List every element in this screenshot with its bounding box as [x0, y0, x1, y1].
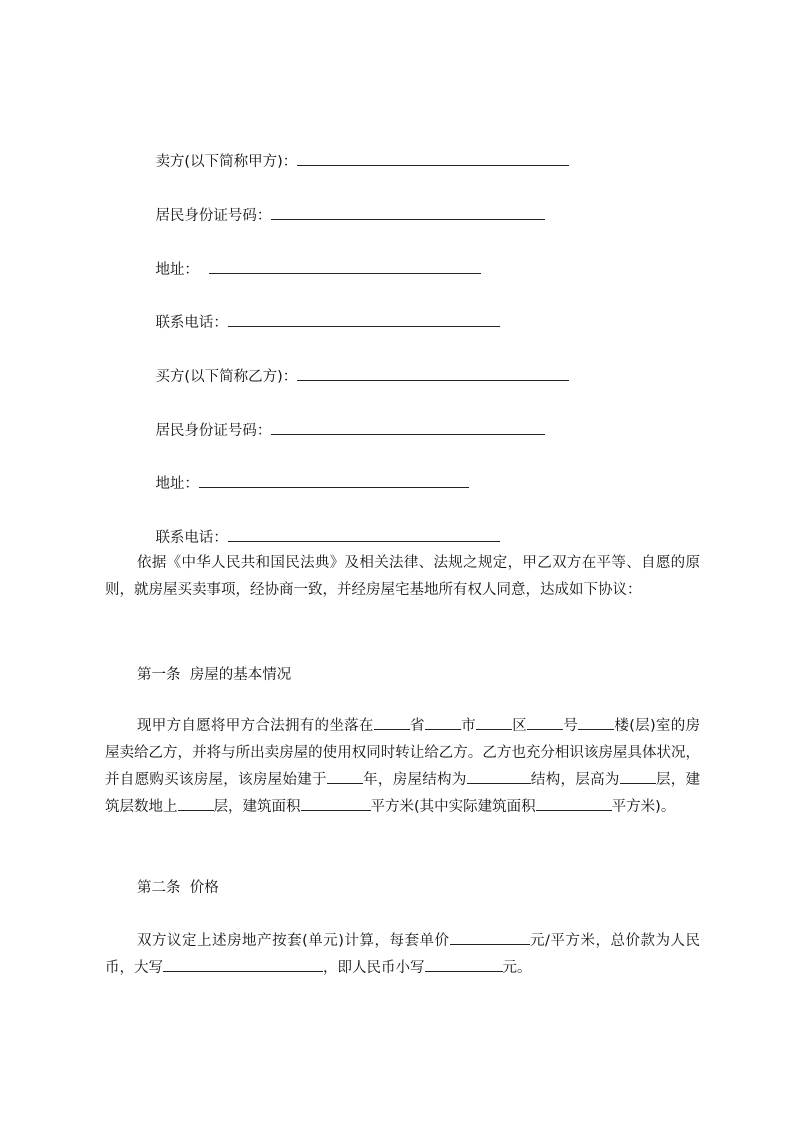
- floors-above-blank[interactable]: [178, 796, 214, 811]
- article1-heading: 第一条 房屋的基本情况: [137, 667, 292, 683]
- buyer-address-label: 地址：: [155, 476, 199, 492]
- structure-blank[interactable]: [467, 769, 531, 784]
- preamble-paragraph: 依据《中华人民共和国民法典》及相关法律、法规之规定，甲乙双方在平等、自愿的原则，就房屋买卖事项，经协商一致，并经房屋宅基地所有权人同意，达成如下协议：: [105, 555, 700, 598]
- article1-text-6: 楼(层)室的房屋卖给乙方，并将与所出卖房屋的使用权同时转让给乙方。乙方也充分相识该房屋具体状况，并自愿购买该房屋，该房屋始建于: [105, 718, 700, 788]
- seller-name-blank[interactable]: [297, 151, 569, 166]
- buyer-id-blank[interactable]: [271, 420, 545, 435]
- building-blank[interactable]: [578, 715, 614, 730]
- number-blank[interactable]: [527, 715, 563, 730]
- article2-text-3: ，即人民币小写: [323, 960, 425, 976]
- buyer-name-blank[interactable]: [297, 366, 569, 381]
- seller-phone-label: 联系电话：: [155, 315, 228, 331]
- seller-address-label: 地址：: [155, 262, 199, 278]
- article2-paragraph: [105, 928, 700, 982]
- article1-text-1: 现甲方自愿将甲方合法拥有的坐落在: [137, 718, 374, 734]
- article1-text-5: 号: [563, 718, 579, 734]
- province-blank[interactable]: [374, 715, 410, 730]
- floor-height-blank[interactable]: [620, 769, 656, 784]
- buyer-name-line: [137, 346, 569, 407]
- buyer-address-line: [137, 453, 469, 514]
- article1-text-12: 平方米)。: [611, 799, 676, 815]
- year-blank[interactable]: [327, 769, 363, 784]
- article2-heading: 第二条 价格: [137, 880, 219, 896]
- seller-address-line: [137, 239, 481, 300]
- seller-name-label: 卖方(以下简称甲方)：: [155, 154, 298, 170]
- building-area-blank[interactable]: [301, 796, 371, 811]
- article1-paragraph: [105, 713, 700, 821]
- article1-text-10: 层，建筑面积: [213, 799, 301, 815]
- seller-id-line: [137, 185, 545, 246]
- article1-text-3: 市: [460, 718, 476, 734]
- seller-id-label: 居民身份证号码：: [155, 208, 272, 224]
- buyer-name-label: 买方(以下简称乙方)：: [155, 369, 298, 385]
- article1-text-4: 区: [511, 718, 528, 734]
- article1-text-8: 结构，层高为: [530, 772, 620, 788]
- buyer-address-blank[interactable]: [199, 473, 469, 488]
- article2-text-1: 双方议定上述房地产按套(单元)计算，每套单价: [137, 933, 450, 949]
- article2-text-4: 元。: [502, 960, 532, 976]
- seller-name-line: [137, 131, 569, 192]
- buyer-phone-label: 联系电话：: [155, 530, 228, 546]
- actual-area-blank[interactable]: [536, 796, 612, 811]
- total-price-figures-blank[interactable]: [425, 957, 503, 972]
- article2-text-2: 元/平方米，总价款为人民币，大写: [105, 933, 701, 976]
- article1-text-7: 年，房屋结构为: [362, 772, 467, 788]
- article1-text-9: 层，建筑层数地上: [105, 772, 701, 815]
- buyer-phone-blank[interactable]: [228, 527, 500, 542]
- unit-price-blank[interactable]: [450, 930, 530, 945]
- buyer-id-label: 居民身份证号码：: [155, 423, 272, 439]
- seller-id-blank[interactable]: [271, 205, 545, 220]
- seller-phone-line: [137, 292, 500, 353]
- article1-text-2: 省: [409, 718, 425, 734]
- total-price-words-blank[interactable]: [163, 957, 323, 972]
- buyer-id-line: [137, 400, 545, 461]
- article1-text-11: 平方米(其中实际建筑面积: [370, 799, 536, 815]
- city-blank[interactable]: [425, 715, 461, 730]
- district-blank[interactable]: [476, 715, 512, 730]
- seller-phone-blank[interactable]: [228, 312, 500, 327]
- seller-address-blank[interactable]: [209, 259, 481, 274]
